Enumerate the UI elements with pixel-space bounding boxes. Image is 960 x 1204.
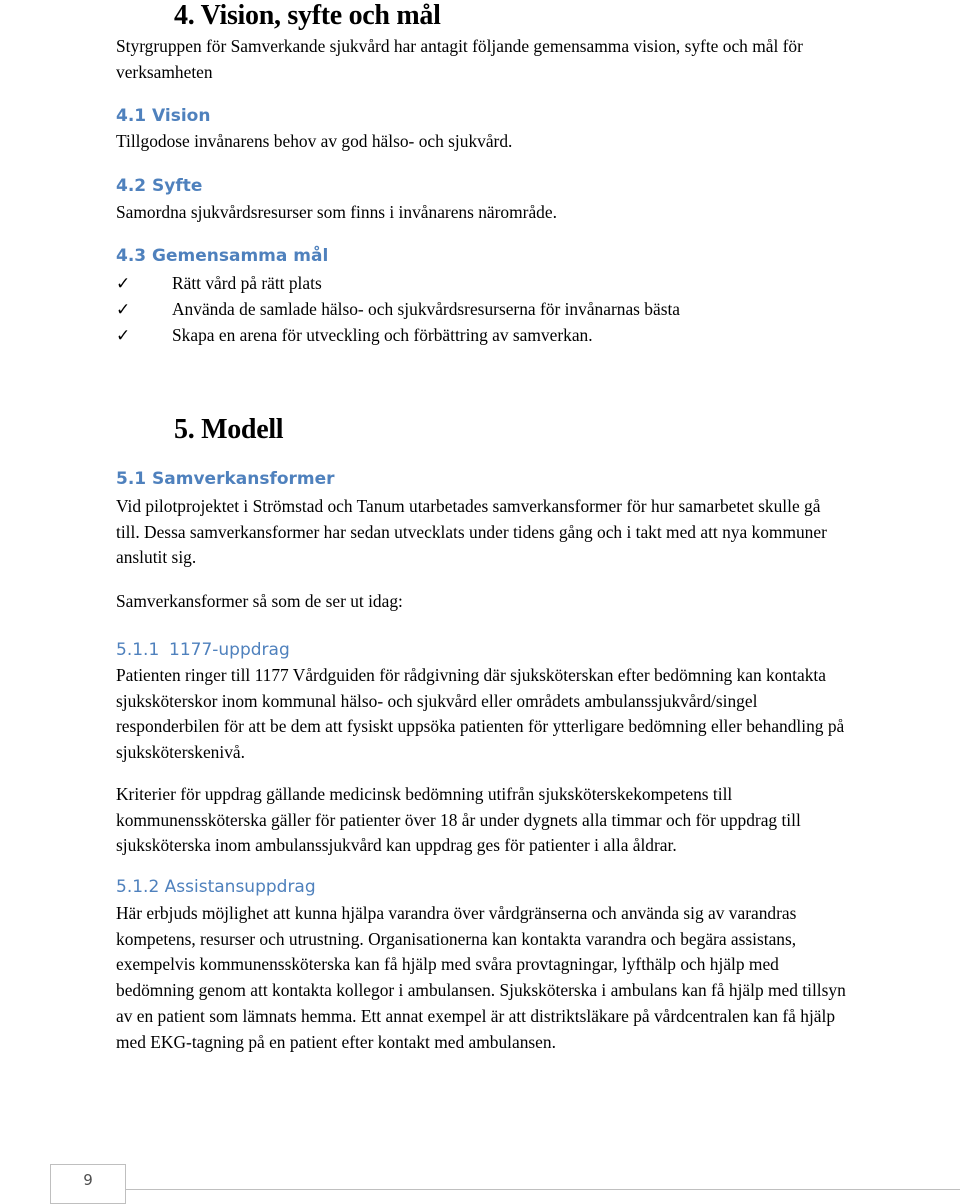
- samverkansformer-text: Vid pilotprojektet i Strömstad och Tanum utarbetades samverkansformer för hur samarbetet skulle gå till. Dessa samverkansformer har sedan utvecklats under tidens gång och i takt med att nya kommuner anslutit sig.: [116, 496, 827, 568]
- section-4-title: 4. Vision, syfte och mål: [174, 0, 441, 31]
- page-number: 9: [83, 1171, 93, 1189]
- check-icon: ✓: [116, 326, 131, 346]
- syfte-heading: 4.2 Syfte: [116, 176, 203, 196]
- goal-item: [116, 296, 680, 323]
- uppdrag-1177-heading: [116, 638, 290, 662]
- assistansuppdrag-text: Här erbjuds möjlighet att kunna hjälpa varandra över vårdgränserna och använda sig av varandras kompetens, resurser och utrustning. Organisationerna kan kontakta varandra och begära assistans, exempelvis kommunenssköterska kan få hjälp med svåra provtagningar, lyfthälp och hjälp med bedömning genom att kontakta kollegor i ambulansen. Sjuksköterska i ambulans kan få hjälp med tillsyn av en patient som lämnats hemma. Ett annat exempel är att distriktsläkare på vårdcentralen kan få hjälp med EKG-tagning på en patient efter kontakt med ambulansen.: [116, 903, 846, 1052]
- uppdrag-1177-number: 5.1.1: [116, 640, 160, 660]
- goal-item-text: Skapa en arena för utveckling och förbättring av samverkan.: [172, 325, 593, 345]
- vision-text: Tillgodose invånarens behov av god hälso- och sjukvård.: [116, 131, 513, 151]
- goal-item-text: Använda de samlade hälso- och sjukvårdsresurserna för invånarnas bästa: [172, 299, 681, 319]
- uppdrag-1177-paragraph-1: Patienten ringer till 1177 Vårdguiden för rådgivning där sjuksköterskan efter bedömning kan kontakta sjuksköterskor inom kommunal hälso- och sjukvård eller områdets ambulanssjukvård/singel responderbilen för att be dem att fysiskt uppsöka patienten för ytterligare bedömning eller behandling på sjuksköterskenivå.: [116, 665, 845, 763]
- section-5-title: 5. Modell: [174, 414, 284, 445]
- check-icon: ✓: [116, 274, 131, 294]
- syfte-text: Samordna sjukvårdsresurser som finns i invånarens närområde.: [116, 202, 557, 222]
- uppdrag-1177-paragraph-2: Kriterier för uppdrag gällande medicinsk bedömning utifrån sjuksköterskekompetens till kommunenssköterska gäller för patienter över 18 år under dygnets alla timmar och för uppdrag till sjuksköterska inom ambulanssjukvård kan uppdrag ges för patienter i alla åldrar.: [116, 784, 801, 856]
- samverkansformer-heading: 5.1 Samverkansformer: [116, 469, 335, 489]
- assistansuppdrag-heading: 5.1.2 Assistansuppdrag: [116, 877, 316, 897]
- section-4-intro: Styrgruppen för Samverkande sjukvård har antagit följande gemensamma vision, syfte och mål för verksamheten: [116, 36, 803, 82]
- goal-item: [116, 322, 593, 349]
- mal-heading: 4.3 Gemensamma mål: [116, 246, 329, 266]
- check-icon: ✓: [116, 300, 131, 320]
- uppdrag-1177-title: 1177-uppdrag: [169, 640, 290, 660]
- samverkansformer-lead: Samverkansformer så som de ser ut idag:: [116, 591, 403, 611]
- goal-item-text: Rätt vård på rätt plats: [172, 273, 322, 293]
- footer-divider: [126, 1189, 960, 1190]
- goal-item: [116, 270, 322, 297]
- vision-heading: 4.1 Vision: [116, 106, 211, 126]
